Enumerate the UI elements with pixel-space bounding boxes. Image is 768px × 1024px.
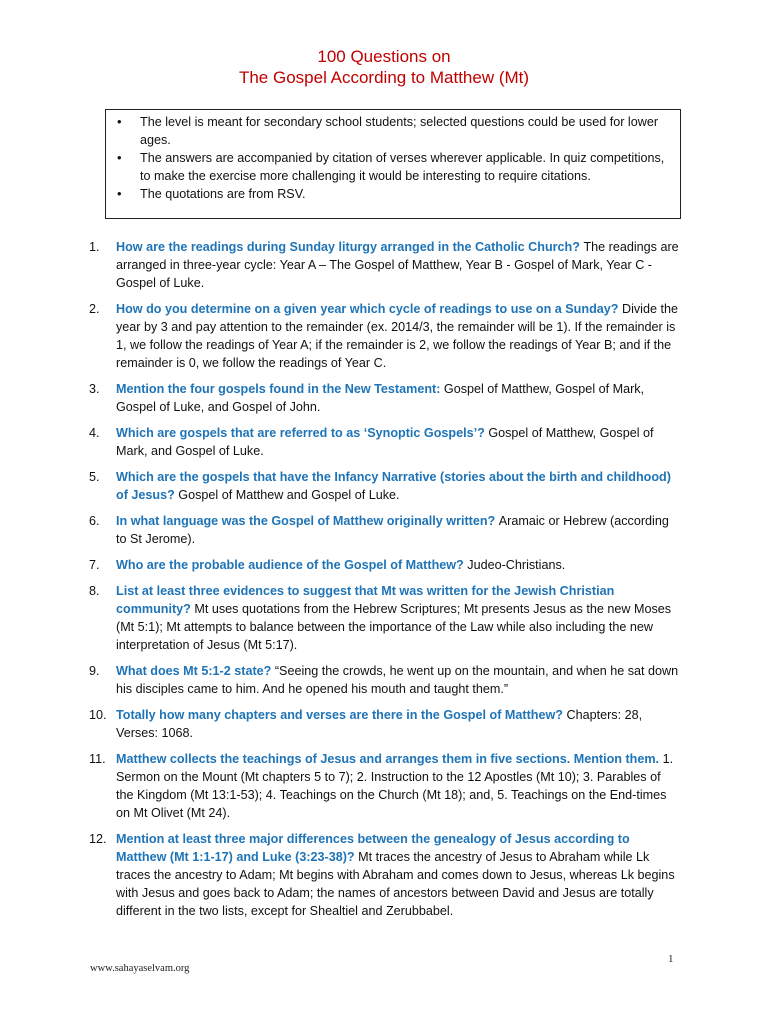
question-number: 1.	[89, 240, 100, 254]
question-number: 8.	[89, 584, 100, 598]
answer-text: Gospel of Matthew, Gospel of Mark, Gospel of Luke, and Gospel of John.	[116, 382, 645, 414]
question-number: 11.	[89, 752, 106, 766]
question-item	[89, 512, 679, 548]
answer-text: 1. Sermon on the Mount (Mt chapters 5 to 7); 2. Instruction to the 12 Apostles (Mt 10); 3. Parables of the Kingdom (Mt 13:1-53); 4. Teachings on the Church (Mt 18); and, 5. Teachings on the End-times on Mt Olivet (Mt 24).	[116, 752, 674, 820]
question-text: Mention at least three major differences between the genealogy of Jesus according to Matthew (Mt 1:1-17) and Luke (3:23-38)?	[116, 832, 630, 864]
question-number: 4.	[89, 426, 100, 440]
question-item	[89, 750, 679, 822]
question-item	[89, 238, 679, 292]
question-item	[89, 300, 679, 372]
note-item: • The quotations are from RSV.	[140, 185, 674, 203]
question-text: Which are the gospels that have the Infancy Narrative (stories about the birth and childhood) of Jesus?	[116, 470, 671, 502]
question-number: 12.	[89, 832, 107, 846]
question-text: List at least three evidences to suggest that Mt was written for the Jewish Christian community?	[116, 584, 615, 616]
title-line-2: The Gospel According to Matthew (Mt)	[238, 68, 530, 87]
answer-text: Mt traces the ancestry of Jesus to Abraham while Lk traces the ancestry to Adam; Mt begins with Abraham and comes down to Jesus, whereas Lk begins with Jesus and goes back to Adam; the names of ancestors between David and Jesus are totally different in the two lists, except for Shealtiel and Zerubbabel.	[116, 850, 675, 918]
question-number: 2.	[89, 302, 100, 316]
answer-text: Gospel of Matthew and Gospel of Luke.	[178, 488, 400, 502]
notes-box	[105, 109, 681, 219]
question-item	[89, 830, 679, 920]
answer-text: Divide the year by 3 and pay attention to the remainder (ex. 2014/3, the remainder will be 1). If the remainder is 1, we follow the readings of Year A; if the remainder is 2, we follow the readings of Year B; and if the remainder is 0, we follow the readings of Year C.	[116, 302, 678, 370]
answer-text: Aramaic or Hebrew (according to St Jerome).	[116, 514, 669, 546]
question-number: 10.	[89, 708, 107, 722]
page-title	[0, 46, 768, 88]
question-text: In what language was the Gospel of Matthew originally written?	[116, 514, 499, 528]
question-item	[89, 424, 679, 460]
answer-text: Mt uses quotations from the Hebrew Scriptures; Mt presents Jesus as the new Moses (Mt 5:1); Mt attempts to balance between the importance of the Law while also including the new interpretation of Jesus (Mt 5:17).	[116, 602, 672, 652]
answer-text: Gospel of Matthew, Gospel of Mark, and Gospel of Luke.	[116, 426, 654, 458]
question-text: Totally how many chapters and verses are there in the Gospel of Matthew?	[116, 708, 567, 722]
answer-text: Judeo-Christians.	[467, 558, 566, 572]
question-text: Mention the four gospels found in the New Testament:	[116, 382, 444, 396]
page-number: 1	[668, 953, 674, 965]
question-text: How do you determine on a given year which cycle of readings to use on a Sunday?	[116, 302, 622, 316]
answer-text: Chapters: 28, Verses: 1068.	[116, 708, 643, 740]
question-item	[89, 582, 679, 654]
note-item: • The answers are accompanied by citation of verses wherever applicable. In quiz competitions, to make the exercise more challenging it would be interesting to require citations.	[140, 149, 674, 185]
question-number: 9.	[89, 664, 100, 678]
question-number: 3.	[89, 382, 100, 396]
question-item	[89, 380, 679, 416]
answer-text: The readings are arranged in three-year cycle: Year A – The Gospel of Matthew, Year B - Gospel of Mark, Year C - Gospel of Luke.	[116, 240, 679, 290]
question-number: 5.	[89, 470, 100, 484]
question-number: 6.	[89, 514, 100, 528]
note-item: • The level is meant for secondary school students; selected questions could be used for lower ages.	[140, 113, 674, 149]
answer-text: “Seeing the crowds, he went up on the mountain, and when he sat down his disciples came to him. And he opened his mouth and taught them.”	[116, 664, 679, 696]
question-text: Who are the probable audience of the Gospel of Matthew?	[116, 558, 468, 572]
question-item	[89, 468, 679, 504]
title-line-1: 100 Questions on	[317, 47, 451, 66]
question-text: How are the readings during Sunday liturgy arranged in the Catholic Church?	[116, 240, 584, 254]
notes-list	[106, 113, 680, 203]
question-text: Which are gospels that are referred to as ‘Synoptic Gospels’?	[116, 426, 489, 440]
question-text: What does Mt 5:1-2 state?	[116, 664, 275, 678]
question-item	[89, 662, 679, 698]
question-number: 7.	[89, 558, 100, 572]
question-text: Matthew collects the teachings of Jesus and arranges them in five sections. Mention them.	[116, 752, 663, 766]
question-item	[89, 556, 679, 574]
question-list	[89, 238, 679, 928]
question-item	[89, 706, 679, 742]
footer-website: www.sahayaselvam.org	[90, 963, 190, 974]
